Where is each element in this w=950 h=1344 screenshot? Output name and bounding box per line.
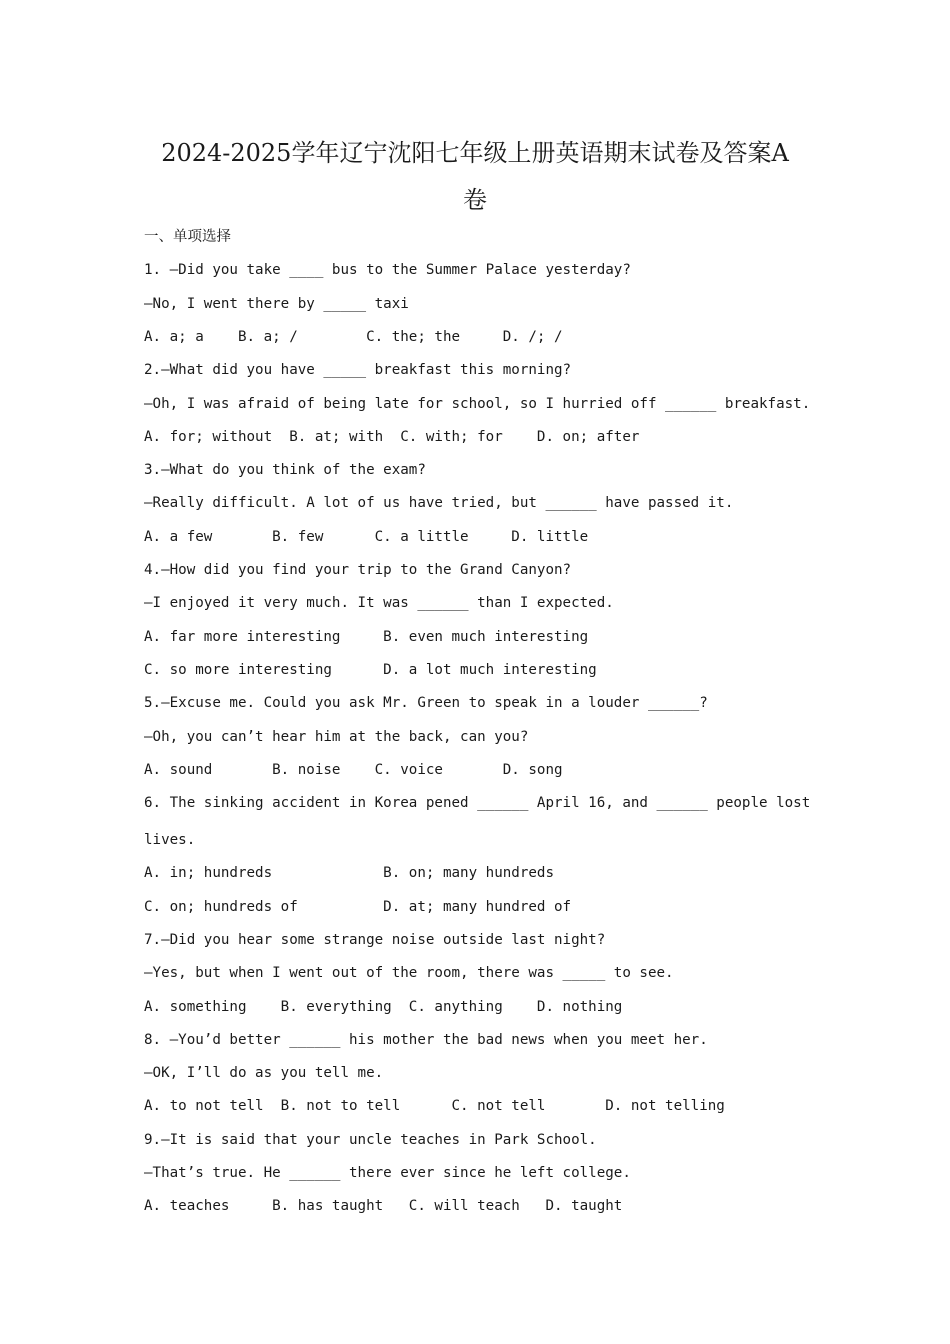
question-6-options-cd: C. on; hundreds of D. at; many hundred of xyxy=(144,899,572,915)
question-3-line: 3.—What do you think of the exam? xyxy=(144,462,426,478)
question-8-line: 8. —You’d better ______ his mother the bad news when you meet her. xyxy=(144,1032,708,1048)
question-6-line: 6. The sinking accident in Korea pened ______ April 16, and ______ people lost xyxy=(144,795,811,811)
question-2-options: A. for; without B. at; with C. with; for D. on; after xyxy=(144,429,640,445)
question-8-options: A. to not tell B. not to tell C. not tell D. not telling xyxy=(144,1098,725,1114)
question-6-options-ab: A. in; hundreds B. on; many hundreds xyxy=(144,865,554,881)
question-3-answer-line: —Really difficult. A lot of us have tried, but ______ have passed it. xyxy=(144,495,734,511)
question-4-line: 4.—How did you find your trip to the Grand Canyon? xyxy=(144,562,572,578)
question-5-line: 5.—Excuse me. Could you ask Mr. Green to speak in a louder ______? xyxy=(144,695,708,711)
question-1-answer-line: —No, I went there by _____ taxi xyxy=(144,296,409,312)
question-9-answer-line: —That’s true. He ______ there ever since he left college. xyxy=(144,1165,631,1181)
question-3-options: A. a few B. few C. a little D. little xyxy=(144,529,589,545)
question-9-options: A. teaches B. has taught C. will teach D. taught xyxy=(144,1198,623,1214)
question-2-answer-line: —Oh, I was afraid of being late for school, so I hurried off ______ breakfast. xyxy=(144,396,811,412)
question-7-options: A. something B. everything C. anything D. nothing xyxy=(144,999,623,1015)
page-title-line-1: 2024-2025学年辽宁沈阳七年级上册英语期末试卷及答案A xyxy=(161,139,789,167)
question-4-options-cd: C. so more interesting D. a lot much interesting xyxy=(144,662,597,678)
question-8-answer-line: —OK, I’ll do as you tell me. xyxy=(144,1065,384,1081)
question-6-line-continued: lives. xyxy=(144,832,196,848)
question-5-answer-line: —Oh, you can’t hear him at the back, can you? xyxy=(144,729,529,745)
question-1-line: 1. —Did you take ____ bus to the Summer Palace yesterday? xyxy=(144,262,631,278)
question-7-answer-line: —Yes, but when I went out of the room, there was _____ to see. xyxy=(144,965,674,981)
question-5-options: A. sound B. noise C. voice D. song xyxy=(144,762,563,778)
section-heading: 一、单项选择 xyxy=(144,229,231,245)
question-4-options-ab: A. far more interesting B. even much interesting xyxy=(144,629,589,645)
page-title-line-2: 卷 xyxy=(463,186,487,214)
question-4-answer-line: —I enjoyed it very much. It was ______ than I expected. xyxy=(144,595,614,611)
question-7-line: 7.—Did you hear some strange noise outside last night? xyxy=(144,932,606,948)
question-2-line: 2.—What did you have _____ breakfast this morning? xyxy=(144,362,572,378)
question-1-options: A. a; a B. a; / C. the; the D. /; / xyxy=(144,329,563,345)
question-9-line: 9.—It is said that your uncle teaches in Park School. xyxy=(144,1132,597,1148)
